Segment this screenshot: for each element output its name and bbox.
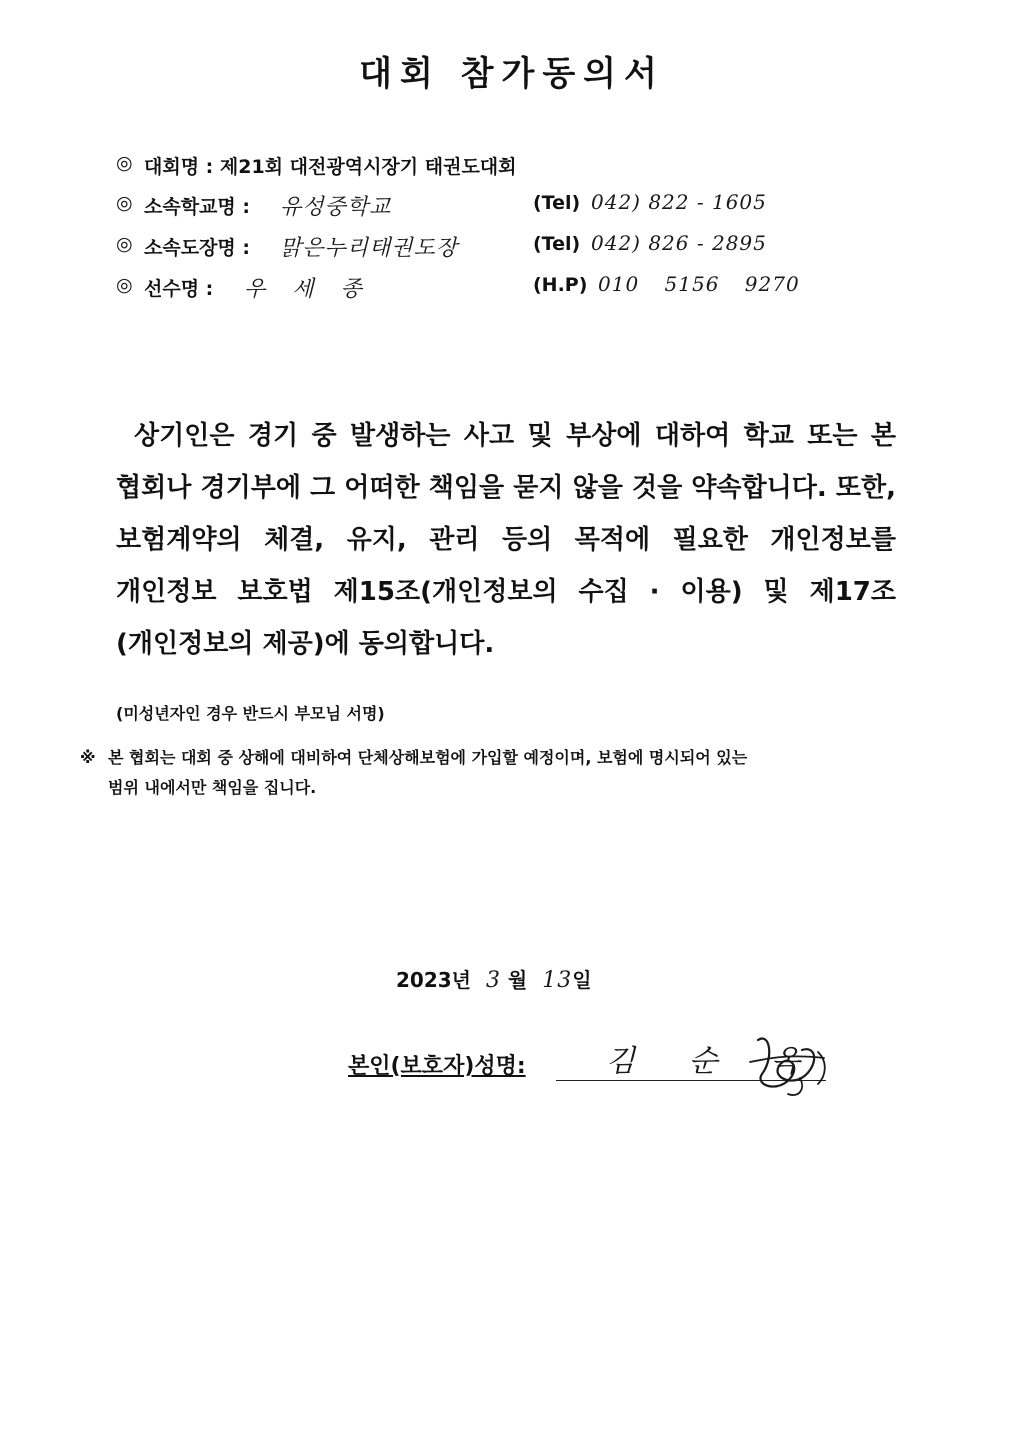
circle-mark-icon: ◎ [116,192,133,214]
circle-mark-icon: ◎ [116,152,133,174]
info-row-event [116,150,876,182]
info-row-player [116,272,876,304]
dojang-value: 맑은누리태권도장 [280,236,459,261]
dojang-tel-value: 042) 826 - 2895 [591,231,767,255]
circle-mark-icon: ◎ [116,233,133,255]
consent-paragraph: 상기인은 경기 중 발생하는 사고 및 부상에 대하여 학교 또는 본 협회나 경기부에 그 어떠한 책임을 묻지 않을 것을 약속합니다. 또한, 보험계약의 체결, 유지, 관리 등의 목적에 필요한 개인정보를 개인정보 보호법 제15조(개인정보의 수집 · 이용) 및 제17조(개인정보의 제공)에 동의합니다. [116,421,896,659]
player-label: 선수명 : [144,278,214,300]
document-title: 대회 참가동의서 [359,54,665,94]
player-value: 우 세 종 [244,277,372,302]
school-tel-value: 042) 822 - 1605 [591,190,767,214]
signing-date [396,964,592,993]
school-label: 소속학교명 : [144,196,250,218]
insurance-notice [80,743,940,803]
info-row-school [116,190,876,222]
handwritten-signature-icon [740,1028,832,1100]
circle-mark-icon: ◎ [116,274,133,296]
date-day-value: 13 [542,968,573,993]
info-row-dojang [116,231,876,263]
dojang-label: 소속도장명 : [144,237,250,259]
date-day-label: 일 [572,968,592,992]
player-hp-value: 010 5156 9270 [598,272,800,296]
dojang-tel-label: (Tel) [533,233,581,255]
event-label: 대회명 : 제21회 대전광역시장기 태권도대회 [144,156,517,178]
date-year: 2023년 [396,968,471,992]
player-hp-label: (H.P) [533,274,588,296]
school-value: 유성중학교 [280,195,392,220]
signature-name: 김 순 옥 [606,1044,823,1079]
notice-line-2: 범위 내에서만 책임을 집니다. [108,778,317,797]
minor-signature-note: (미성년자인 경우 반드시 부모님 서명) [116,704,385,723]
signature-label: 본인(보호자)성명: [348,1054,526,1079]
reference-mark-icon: ※ [80,748,96,767]
school-tel-label: (Tel) [533,192,581,214]
date-month-value: 3 [485,968,501,993]
date-month-label: 월 [507,968,528,992]
notice-line-1: 본 협회는 대회 중 상해에 대비하여 단체상해보험에 가입할 예정이며, 보험에 명시되어 있는 [108,748,748,767]
